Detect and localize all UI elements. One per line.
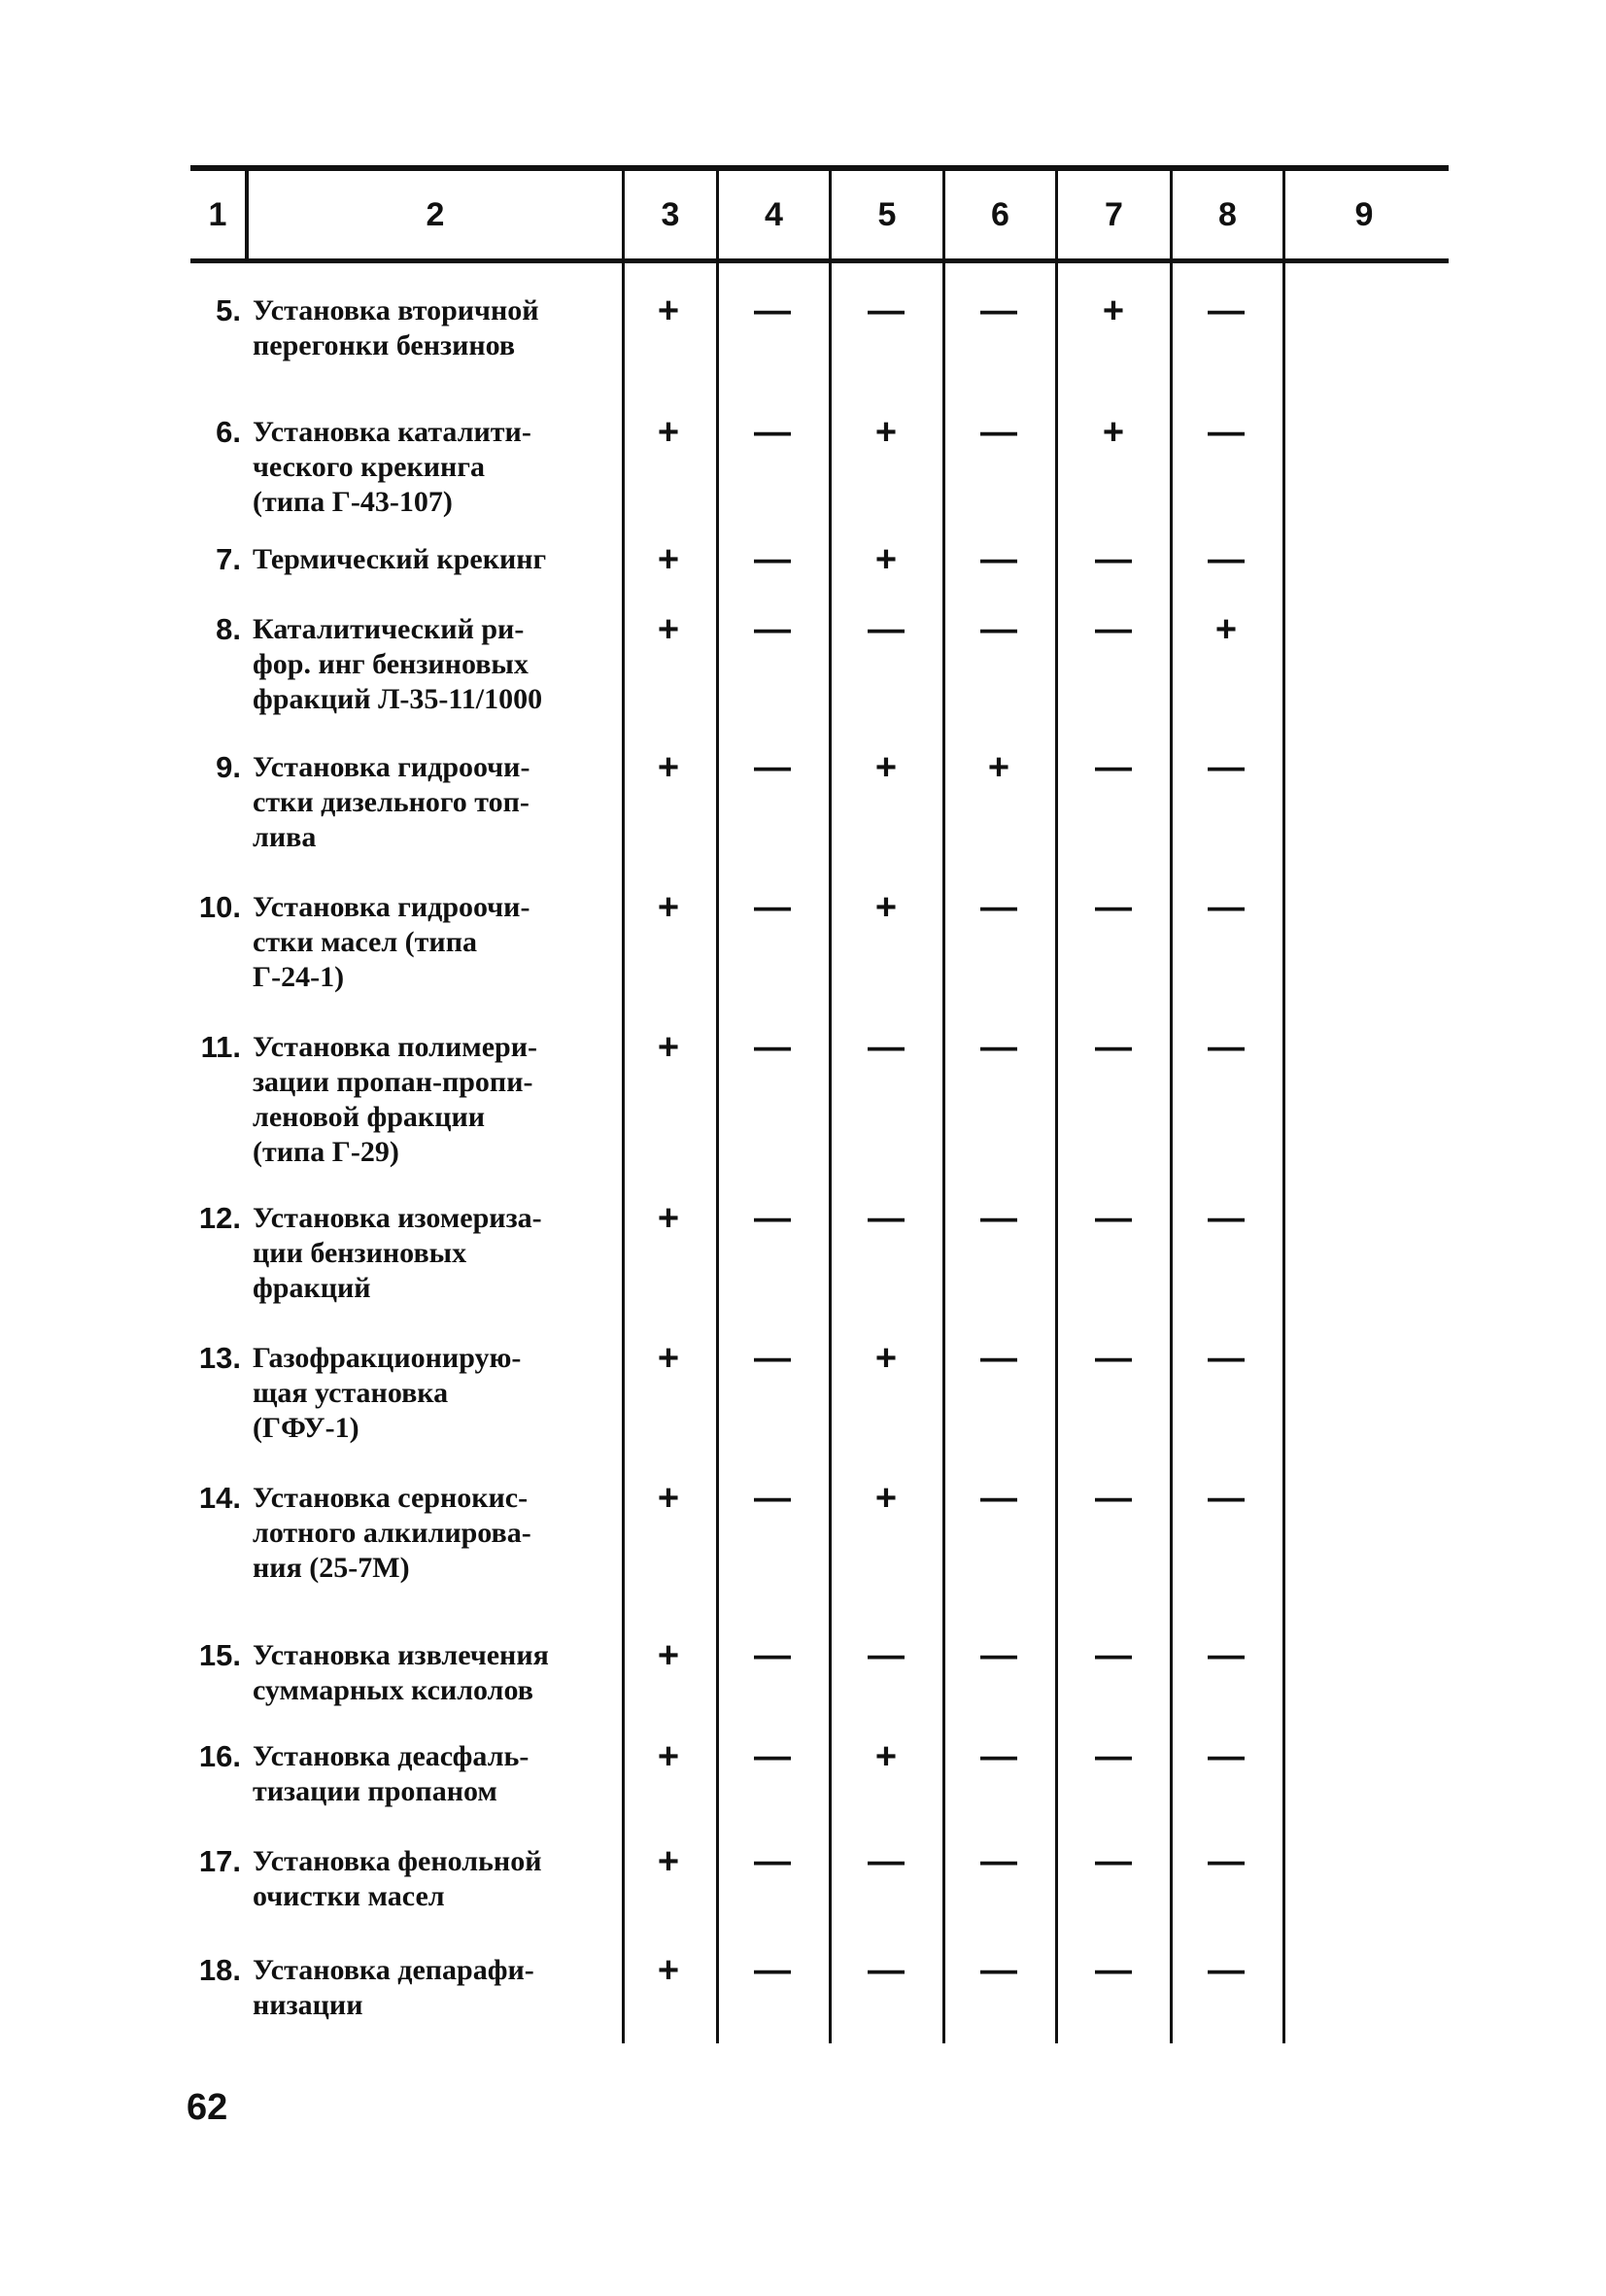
row-name-line: Установка гидроочи- <box>253 891 530 923</box>
column-header: 2 <box>426 195 445 233</box>
row-name-line: (ГФУ-1) <box>253 1412 359 1444</box>
mark-dash: — <box>1208 1027 1245 1068</box>
row-number: 6. <box>216 415 241 449</box>
header-bottom-rule <box>190 258 1449 263</box>
row-number: 8. <box>216 612 241 646</box>
row-name-line: Установка вторичной <box>253 294 539 326</box>
column-divider <box>1055 263 1058 2043</box>
mark-dash: — <box>1095 1198 1132 1239</box>
row-name <box>253 1341 610 1446</box>
mark-dash: — <box>754 1635 791 1676</box>
row-name-line: (типа Г-29) <box>253 1136 399 1168</box>
mark-plus: + <box>657 291 680 331</box>
row-name-line: Установка деасфаль- <box>253 1740 530 1772</box>
mark-dash: — <box>754 1478 791 1519</box>
row-name-line: перегонки бензинов <box>253 329 516 361</box>
mark-dash: — <box>754 747 791 788</box>
mark-dash: — <box>754 887 791 928</box>
mark-plus: + <box>657 1841 680 1882</box>
row-number: 10. <box>198 890 241 924</box>
mark-dash: — <box>980 1635 1017 1676</box>
mark-plus: + <box>657 1736 680 1777</box>
mark-plus: + <box>657 747 680 788</box>
mark-plus: + <box>874 1338 898 1379</box>
row-number: 15. <box>198 1638 241 1672</box>
mark-dash: — <box>1208 887 1245 928</box>
mark-dash: — <box>1208 1198 1245 1239</box>
row-number: 11. <box>200 1030 241 1064</box>
row-name <box>253 1953 610 2023</box>
row-name-line: Термический крекинг <box>253 543 547 575</box>
mark-plus: + <box>987 747 1010 788</box>
row-number: 12. <box>198 1201 241 1235</box>
mark-dash: — <box>980 1198 1017 1239</box>
mark-dash: — <box>1208 1338 1245 1379</box>
mark-dash: — <box>754 1027 791 1068</box>
mark-plus: + <box>874 887 898 928</box>
mark-plus: + <box>874 1478 898 1519</box>
row-name-line: фракций <box>253 1272 371 1304</box>
mark-plus: + <box>657 539 680 580</box>
mark-dash: — <box>980 887 1017 928</box>
row-name <box>253 750 610 855</box>
row-number: 17. <box>198 1844 241 1878</box>
mark-dash: — <box>868 609 905 650</box>
row-name <box>253 415 610 520</box>
row-name-line: Установка сернокис- <box>253 1482 529 1514</box>
row-name-line: (типа Г-43-107) <box>253 486 453 518</box>
mark-dash: — <box>868 1950 905 1991</box>
mark-dash: — <box>754 1736 791 1777</box>
row-name <box>253 1201 610 1306</box>
mark-dash: — <box>754 1841 791 1882</box>
mark-plus: + <box>874 539 898 580</box>
column-header: 1 <box>208 195 227 233</box>
row-name-line: Установка депарафи- <box>253 1954 534 1986</box>
row-name <box>253 612 610 717</box>
mark-dash: — <box>1095 1841 1132 1882</box>
mark-plus: + <box>657 1338 680 1379</box>
mark-plus: + <box>657 1950 680 1991</box>
mark-dash: — <box>868 1635 905 1676</box>
row-name-line: тизации пропаном <box>253 1775 497 1807</box>
row-number: 16. <box>198 1739 241 1773</box>
mark-dash: — <box>980 291 1017 331</box>
mark-plus: + <box>657 1027 680 1068</box>
page-number: 62 <box>187 2087 228 2128</box>
row-name-line: ческого крекинга <box>253 451 485 483</box>
mark-dash: — <box>1208 1950 1245 1991</box>
row-name-line: лива <box>253 821 317 853</box>
row-number: 14. <box>198 1481 241 1515</box>
mark-dash: — <box>980 609 1017 650</box>
row-name-line: Установка гидроочи- <box>253 751 530 783</box>
mark-dash: — <box>980 539 1017 580</box>
mark-dash: — <box>754 539 791 580</box>
mark-dash: — <box>1208 747 1245 788</box>
row-name <box>253 1638 610 1708</box>
row-name <box>253 890 610 995</box>
mark-dash: — <box>868 1841 905 1882</box>
mark-plus: + <box>657 412 680 453</box>
column-divider <box>942 263 945 2043</box>
row-name-line: Установка фенольной <box>253 1845 542 1877</box>
mark-dash: — <box>980 412 1017 453</box>
row-number: 9. <box>216 750 241 784</box>
mark-plus: + <box>657 1198 680 1239</box>
mark-dash: — <box>980 1478 1017 1519</box>
row-name-line: Установка каталити- <box>253 416 531 448</box>
mark-plus: + <box>657 1635 680 1676</box>
mark-plus: + <box>874 412 898 453</box>
mark-dash: — <box>980 1338 1017 1379</box>
column-divider <box>1282 263 1285 2043</box>
row-name-line: Установка извлечения <box>253 1639 549 1671</box>
row-name <box>253 1030 610 1170</box>
mark-dash: — <box>754 1198 791 1239</box>
column-header: 9 <box>1354 195 1374 233</box>
mark-dash: — <box>980 1841 1017 1882</box>
row-name-line: лотного алкилирова- <box>253 1517 531 1549</box>
mark-dash: — <box>1095 747 1132 788</box>
mark-dash: — <box>1095 887 1132 928</box>
row-name-line: низации <box>253 1989 363 2021</box>
row-name-line: леновой фракции <box>253 1101 486 1133</box>
column-header: 5 <box>877 195 897 233</box>
column-header: 8 <box>1218 195 1237 233</box>
mark-dash: — <box>1208 1478 1245 1519</box>
mark-plus: + <box>657 1478 680 1519</box>
row-number: 13. <box>198 1341 241 1375</box>
mark-dash: — <box>980 1736 1017 1777</box>
mark-plus: + <box>1102 412 1125 453</box>
row-name <box>253 542 610 577</box>
row-name-line: стки дизельного топ- <box>253 786 530 818</box>
row-name-line: Г-24-1) <box>253 961 345 993</box>
row-name-line: ции бензиновых <box>253 1237 467 1269</box>
mark-dash: — <box>1095 539 1132 580</box>
mark-dash: — <box>868 291 905 331</box>
column-divider <box>716 263 719 2043</box>
row-name-line: Каталитический ри- <box>253 613 525 645</box>
row-name-line: очистки масел <box>253 1880 445 1912</box>
mark-dash: — <box>868 1198 905 1239</box>
row-number: 18. <box>198 1953 241 1987</box>
row-name <box>253 1844 610 1914</box>
mark-dash: — <box>754 291 791 331</box>
mark-dash: — <box>1208 1841 1245 1882</box>
row-name-line: суммарных ксилолов <box>253 1674 533 1706</box>
mark-plus: + <box>657 887 680 928</box>
mark-dash: — <box>1095 609 1132 650</box>
row-name-line: Установка изомериза- <box>253 1202 542 1234</box>
mark-dash: — <box>1095 1950 1132 1991</box>
column-header: 3 <box>661 195 680 233</box>
row-number: 7. <box>216 542 241 576</box>
row-name-line: фракций Л-35-11/1000 <box>253 683 543 715</box>
mark-dash: — <box>1208 1736 1245 1777</box>
mark-dash: — <box>980 1950 1017 1991</box>
row-name-line: ния (25-7М) <box>253 1552 410 1584</box>
mark-dash: — <box>980 1027 1017 1068</box>
row-number: 5. <box>216 293 241 327</box>
row-name <box>253 293 610 363</box>
mark-dash: — <box>1095 1736 1132 1777</box>
row-name-line: зации пропан-пропи- <box>253 1066 533 1098</box>
mark-dash: — <box>1208 412 1245 453</box>
mark-dash: — <box>1095 1027 1132 1068</box>
mark-plus: + <box>657 609 680 650</box>
mark-dash: — <box>754 412 791 453</box>
mark-dash: — <box>754 1950 791 1991</box>
row-name-line: щая установка <box>253 1377 449 1409</box>
row-name <box>253 1739 610 1809</box>
mark-dash: — <box>754 609 791 650</box>
mark-dash: — <box>1208 1635 1245 1676</box>
column-divider <box>829 263 832 2043</box>
column-header: 4 <box>765 195 783 233</box>
mark-plus: + <box>1214 609 1238 650</box>
column-header: 6 <box>991 195 1009 233</box>
row-name-line: стки масел (типа <box>253 926 477 958</box>
mark-dash: — <box>1208 291 1245 331</box>
row-name-line: фор. инг бензиновых <box>253 648 529 680</box>
mark-dash: — <box>754 1338 791 1379</box>
mark-dash: — <box>1095 1635 1132 1676</box>
mark-dash: — <box>1095 1338 1132 1379</box>
column-header: 7 <box>1105 195 1123 233</box>
mark-plus: + <box>874 1736 898 1777</box>
column-divider <box>622 263 625 2043</box>
mark-plus: + <box>1102 291 1125 331</box>
mark-dash: — <box>1095 1478 1132 1519</box>
mark-dash: — <box>868 1027 905 1068</box>
row-name <box>253 1481 610 1586</box>
column-divider <box>1170 263 1173 2043</box>
mark-plus: + <box>874 747 898 788</box>
mark-dash: — <box>1208 539 1245 580</box>
row-name-line: Установка полимери- <box>253 1031 537 1063</box>
row-name-line: Газофракционирую- <box>253 1342 522 1374</box>
